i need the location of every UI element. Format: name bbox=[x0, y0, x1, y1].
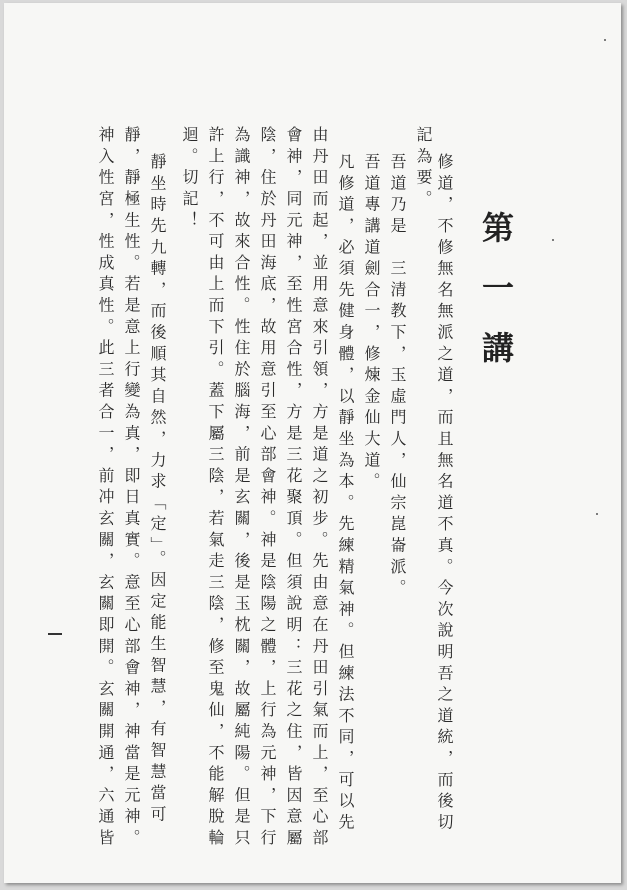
text-column: 吾道乃是 三清教下，玉虛門人，仙宗崑崙派。 bbox=[388, 153, 407, 601]
text-column: 迴。切記！ bbox=[180, 126, 199, 233]
text-column: 為識神，故來合性。性住於腦海，前是玄關，後是玉枕關，故屬純陽。但是只 bbox=[232, 126, 251, 851]
text-column: 吾道專講道劍合一，修煉金仙大道。 bbox=[362, 153, 381, 494]
text-column: 許上行，不可由上而下引。蓋下屬三陰，若氣走三陰，修至鬼仙，不能解脫輪 bbox=[206, 126, 225, 851]
text-column: 修道，不修無名無派之道，而且無名道不真。今次說明吾之道統，而後切 bbox=[435, 153, 454, 835]
text-column: 凡修道，必須先健身體，以靜坐為本。先練精氣神。但練法不同，可以先 bbox=[336, 153, 355, 835]
page-mark bbox=[48, 633, 62, 635]
text-column: 由丹田而起，並用意來引領，方是道之初步。先由意在丹田引氣而上，至心部 bbox=[310, 126, 329, 851]
text-column: 靜，靜極生性。若是意上行變為真，即日真實。意至心部會神，神當是元神。 bbox=[122, 126, 141, 851]
scan-speck bbox=[552, 239, 554, 241]
text-column: 記為要。 bbox=[414, 126, 433, 212]
text-column: 靜坐時先九轉，而後順其自然，力求「定」。因定能生智慧，有智慧當可 bbox=[148, 153, 167, 827]
text-column: 會神，同元神，至性宮合性，方是三花聚頂。但須說明：三花之住，皆因意屬 bbox=[284, 126, 303, 851]
chapter-heading: 第一講 bbox=[477, 211, 515, 391]
scan-speck bbox=[604, 39, 606, 41]
text-column: 神入性宮，性成真性。此三者合一，前冲玄關，玄關即開。玄關開通，六通皆 bbox=[96, 126, 115, 851]
scan-speck bbox=[596, 513, 598, 515]
scanned-page bbox=[4, 3, 621, 883]
text-column: 陰，住於丹田海底，故用意引至心部會神。神是陰陽之體，上行為元神，下行 bbox=[258, 126, 277, 851]
